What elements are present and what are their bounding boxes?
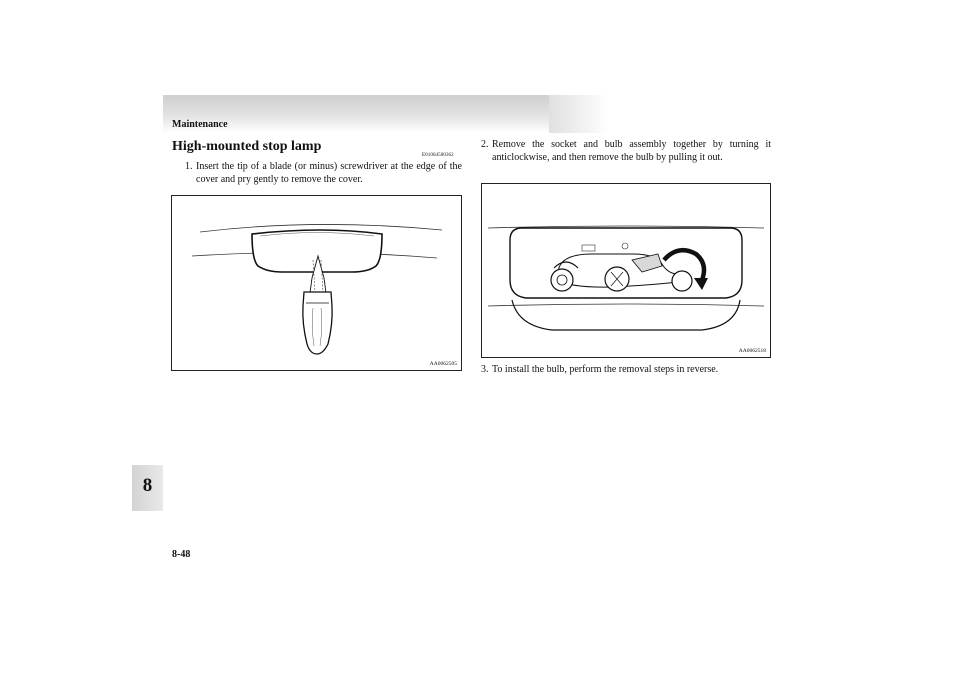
- chapter-tab: [132, 465, 163, 511]
- socket-bulb-illustration: [482, 184, 770, 357]
- step-text: Insert the tip of a blade (or minus) screwdriver at the edge of the cover and pry gently to remove the cover.: [196, 161, 462, 185]
- page-title: High-mounted stop lamp: [172, 139, 322, 154]
- step-2: [481, 139, 771, 164]
- step-number: 3.: [481, 364, 489, 375]
- figure-code: AA0062505: [429, 361, 457, 367]
- step-number: 1.: [185, 161, 193, 172]
- figure-code: AA0062518: [738, 348, 766, 354]
- page-number: 8-48: [172, 549, 191, 560]
- screwdriver-cover-illustration: [172, 196, 461, 370]
- figure-socket-bulb: [481, 183, 771, 358]
- step-3: [481, 364, 771, 377]
- step-text: To install the bulb, perform the removal steps in reverse.: [492, 364, 719, 375]
- chapter-number: 8: [142, 475, 153, 496]
- figure-screwdriver: [171, 195, 462, 371]
- section-label: Maintenance: [172, 119, 228, 130]
- step-number: 2.: [481, 139, 489, 150]
- section-code: E01004500362: [422, 153, 454, 158]
- step-1: [185, 161, 462, 186]
- step-text: Remove the socket and bulb assembly together by turning it anticlockwise, and then remove the bulb by pulling it out.: [492, 139, 771, 163]
